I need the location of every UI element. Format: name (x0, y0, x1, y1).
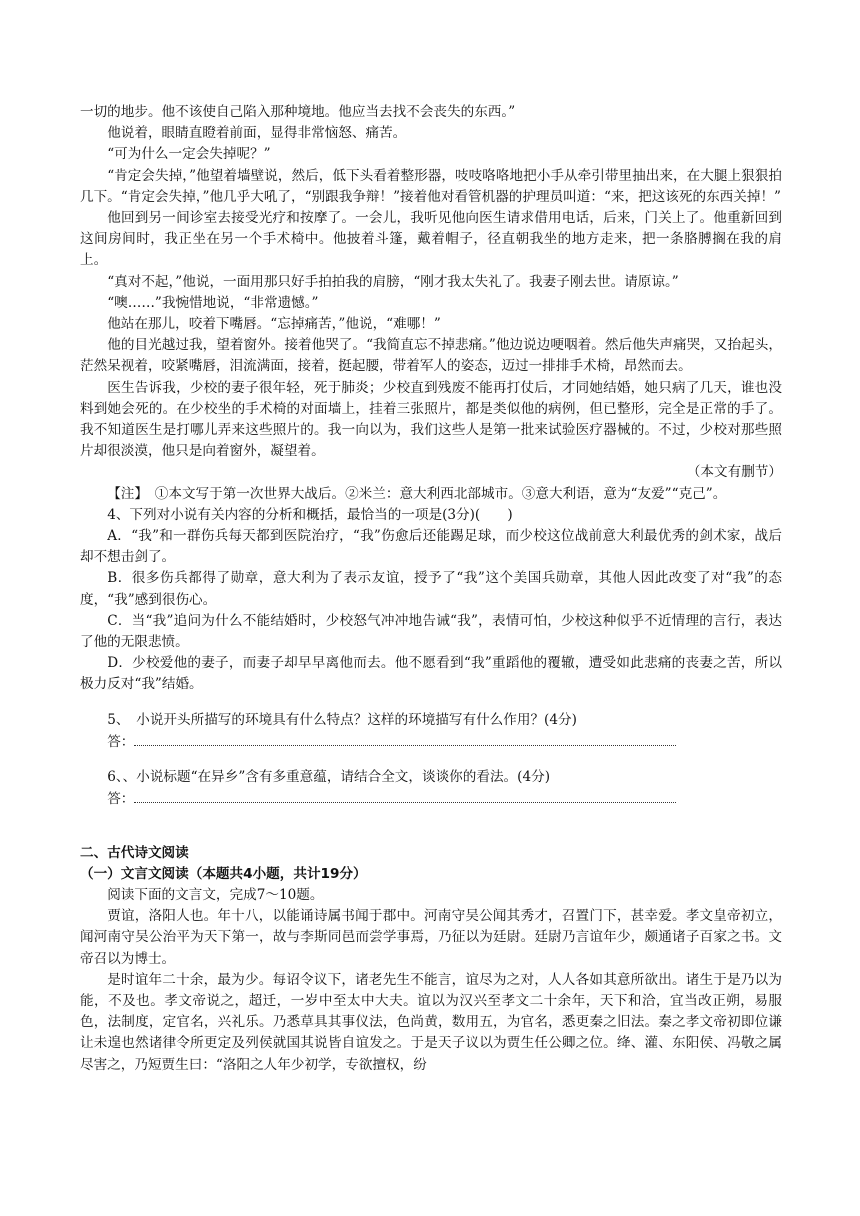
story-paragraph: 他的目光越过我，望着窗外。接着他哭了。“我简直忘不掉悲痛。”他边说边哽咽着。然后他失声痛哭，又抬起头，茫然呆视着，咬紧嘴唇，泪流满面，接着，挺起腰，带着军人的姿态，迈过一排排手术椅，昂然而去。 (80, 337, 782, 375)
question-4-option-b: B．很多伤兵都得了勋章，意大利为了表示友谊，授予了“我”这个美国兵勋章，其他人因此改变了对“我”的态度，“我”感到很伤心。 (80, 570, 782, 608)
story-paragraph: 一切的地步。他不该使自己陷入那种境地。他应当去找不会丧失的东西。” (80, 104, 516, 120)
question-5-stem: 5、 小说开头所描写的环境具有什么特点？这样的环境描写有什么作用？(4分) (107, 711, 577, 728)
answer-label: 答： (107, 791, 135, 808)
answer-line[interactable] (134, 731, 676, 746)
answer-label: 答： (107, 733, 135, 750)
story-paragraph: 他站在那儿，咬着下嘴唇。“忘掉痛苦，”他说，“难哪！” (107, 316, 441, 333)
footnotes: 【注】 ①本文写于第一次世界大战后。②米兰：意大利西北部城市。③意大利语，意为“友爱”“克己”。 (107, 485, 727, 502)
source-note: （本文有删节） (686, 464, 782, 481)
story-paragraph: 他说着，眼睛直瞪着前面，显得非常恼怒、痛苦。 (107, 125, 407, 142)
question-6-answer (80, 788, 782, 810)
classical-paragraph: 贾谊，洛阳人也。年十八，以能诵诗属书闻于郡中。河南守吴公闻其秀才，召置门下，甚幸爱。孝文皇帝初立，闻河南守吴公治平为天下第一，故与李斯同邑而尝学事焉，乃征以为廷尉。廷尉乃言谊年少，颇通诸子百家之书。文帝召以为博士。 (80, 908, 782, 967)
question-4-option-a: A．“我”和一群伤兵每天都到医院治疗，“我”伤愈后还能踢足球，而少校这位战前意大利最优秀的剑术家，战后却不想击剑了。 (80, 528, 782, 566)
question-4-option-d: D．少校爱他的妻子，而妻子却早早离他而去。他不愿看到“我”重蹈他的覆辙，遭受如此悲痛的丧妻之苦，所以极力反对“我”结婚。 (80, 655, 782, 693)
section-subtitle: （一）文言文阅读（本题共4小题，共计19分） (80, 865, 367, 882)
story-paragraph: “可为什么一定会失掉呢？” (107, 146, 271, 163)
classical-paragraph: 是时谊年二十余，最为少。每诏令议下，诸老先生不能言，谊尽为之对，人人各如其意所欲出。诸生于是乃以为能，不及也。孝文帝说之，超迁，一岁中至太中大夫。谊以为汉兴至孝文二十余年，天下和洽，宜当改正朔，易服色，法制度，定官名，兴礼乐。乃悉草具其事仪法，色尚黄，数用五，为官名，悉更秦之旧法。秦之孝文帝初即位谦让未遑也然诸律令所更定及列侯就国其说皆自谊发之。于是天子议以为贾生任公卿之位。绛、灌、东阳侯、冯敬之属尽害之，乃短贾生曰：“洛阳之人年少初学，专欲擅权，纷 (80, 971, 782, 1073)
question-4-stem: 4、下列对小说有关内容的分析和概括，最恰当的一项是(3分)( ) (107, 506, 513, 523)
story-paragraph: 他回到另一间诊室去接受光疗和按摩了。一会儿，我听见他向医生请求借用电话，后来，门关上了。他重新回到这间房间时，我正坐在另一个手术椅中。他披着斗篷，戴着帽子，径直朝我坐的地方走来，把一条胳膊搁在我的肩上。 (80, 210, 782, 269)
story-paragraph: “噢……”我惋惜地说，“非常遗憾。” (107, 294, 319, 311)
section-instruction: 阅读下面的文言文，完成7～10题。 (107, 886, 324, 903)
question-5-answer (80, 731, 782, 753)
section-title: 二、古代诗文阅读 (80, 844, 189, 861)
story-paragraph: “肯定会失掉，”他望着墙壁说，然后，低下头看着整形器，吱吱咯咯地把小手从牵引带里抽出来，在大腿上狠狠拍几下。“肯定会失掉，”他几乎大吼了，“别跟我争辩！”接着他对看管机器的护理员叫道：“来，把这该死的东西关掉！” (80, 167, 782, 205)
answer-line[interactable] (134, 788, 676, 803)
story-paragraph: “真对不起，”他说，一面用那只好手拍拍我的肩膀，“刚才我太失礼了。我妻子刚去世。请原谅。” (107, 273, 679, 290)
question-6-stem: 6、、小说标题“在异乡”含有多重意蕴，请结合全文，谈谈你的看法。(4分) (107, 769, 551, 786)
question-4-option-c: C．当“我”追问为什么不能结婚时，少校怒气冲冲地告诫“我”，表情可怕，少校这种似乎不近情理的言行，表达了他的无限悲愤。 (80, 612, 782, 651)
story-paragraph: 医生告诉我，少校的妻子很年轻，死于肺炎；少校直到残废不能再打仗后，才同她结婚，她只病了几天，谁也没料到她会死的。在少校坐的手术椅的对面墙上，挂着三张照片，都是类似他的病例，但已整形，完全是正常的手了。我不知道医生是打哪儿弄来这些照片的。我一向以为，我们这些人是第一批来试验医疗器械的。不过，少校对那些照片却很淡漠，他只是向着窗外，凝望着。 (80, 379, 782, 460)
